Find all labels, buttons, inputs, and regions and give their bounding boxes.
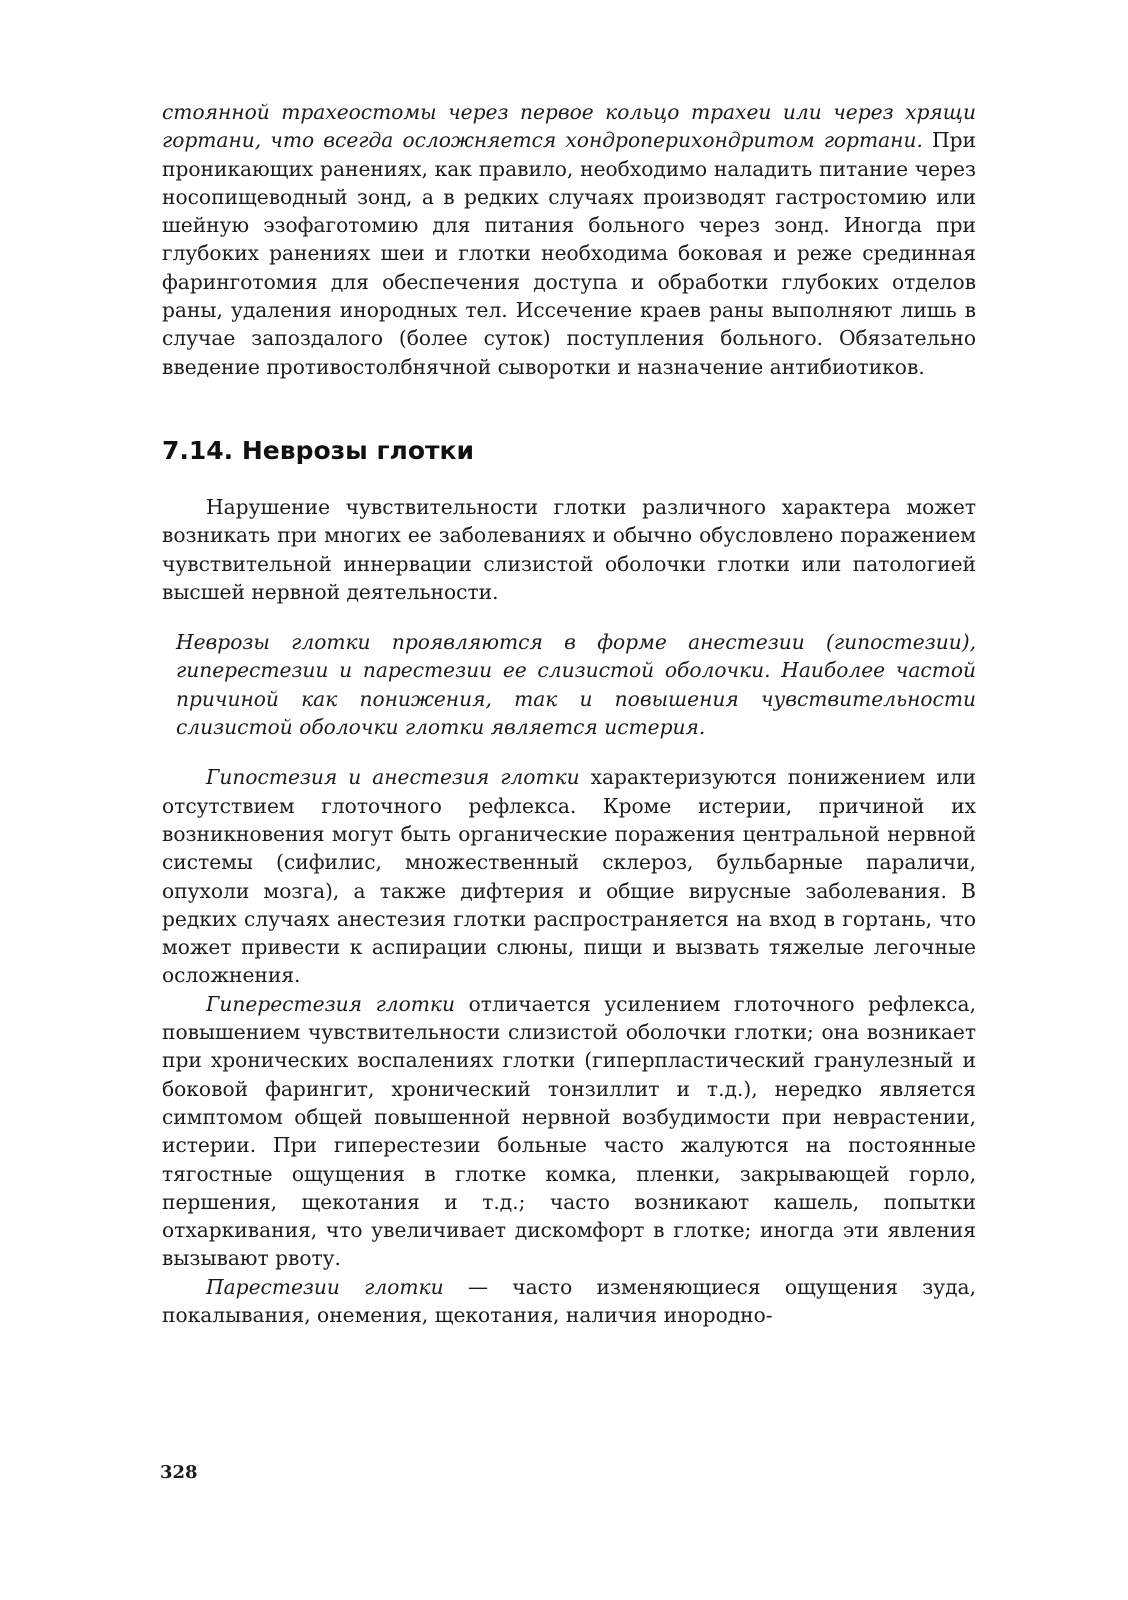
paresthesia-term: Парестезии глотки xyxy=(206,1274,444,1299)
section-heading: 7.14. Неврозы глотки xyxy=(162,435,475,465)
paresthesia-paragraph xyxy=(162,1273,976,1330)
continuation-text: При проникающих ранениях, как правило, необходимо наладить питание через носопищеводный зонд, а в редких случаях производят гастростомию или шейную эзофаготомию для питания больного через зонд. Иногда при глубоких ранениях шеи и глотки необходима боковая и реже срединная фаринготомия для обеспечения доступа и обработки глубоких отделов раны, удаления инородных тел. Иссечение краев раны выполняют лишь в случае запоздалого (более суток) поступления больного. Обязательно введение противостолбнячной сыворотки и назначение антибиотиков. xyxy=(162,128,976,379)
hyperesthesia-text: отличается усилением глоточного рефлекса, повышением чувствительности слизистой оболочки глотки; она возникает при хронических воспалениях глотки (гиперпластический гранулезный и боковой фарингит, хронический тонзиллит и т.д.), нередко является симптомом общей повышенной нервной возбудимости при неврастении, истерии. При гиперестезии больные часто жалуются на постоянные тягостные ощущения в глотке комка, пленки, закрывающей горло, першения, щекотания и т.д.; часто возникают кашель, попытки отхаркивания, что увеличивает дискомфорт в глотке; иногда эти явления вызывают рвоту. xyxy=(162,991,976,1271)
hypoesthesia-term: Гипостезия и анестезия глотки xyxy=(206,765,580,790)
highlight-paragraph: Неврозы глотки проявляются в форме анестезии (гипостезии), гиперестезии и парестезии ее слизистой оболочки. Наиболее частой причиной как понижения, так и повышения чувствительности слизистой оболочки глотки является истерия. xyxy=(176,630,976,740)
intro-paragraph: Нарушение чувствительности глотки различного характера может возникать при многих ее заболеваниях и обычно обусловлено поражением чувствительной иннервации слизистой оболочки глотки или патологией высшей нервной деятельности. xyxy=(162,494,976,604)
paresthesia-text: — часто изменяющиеся ощущения зуда, покалывания, онемения, щекотания, наличия инородно- xyxy=(162,1274,976,1327)
hypoesthesia-paragraph xyxy=(162,763,976,989)
hyperesthesia-term: Гиперестезия глотки xyxy=(206,991,455,1016)
continuation-paragraph xyxy=(162,98,976,381)
page-number: 328 xyxy=(160,1462,198,1483)
continuation-italic: стоянной трахеостомы через первое кольцо трахеи или через хрящи гортани, что всегда осложняется хондроперихондритом гортани. xyxy=(162,100,976,153)
hypoesthesia-text: характеризуются понижением или отсутствием глоточного рефлекса. Кроме истерии, причиной их возникновения могут быть органические поражения центральной нервной системы (сифилис, множественный склероз, бульбарные параличи, опухоли мозга), а также дифтерия и общие вирусные заболевания. В редких случаях анестезия глотки распространяется на вход в гортань, что может привести к аспирации слюны, пищи и вызвать тяжелые легочные осложнения. xyxy=(162,765,977,988)
hyperesthesia-paragraph xyxy=(162,990,976,1273)
